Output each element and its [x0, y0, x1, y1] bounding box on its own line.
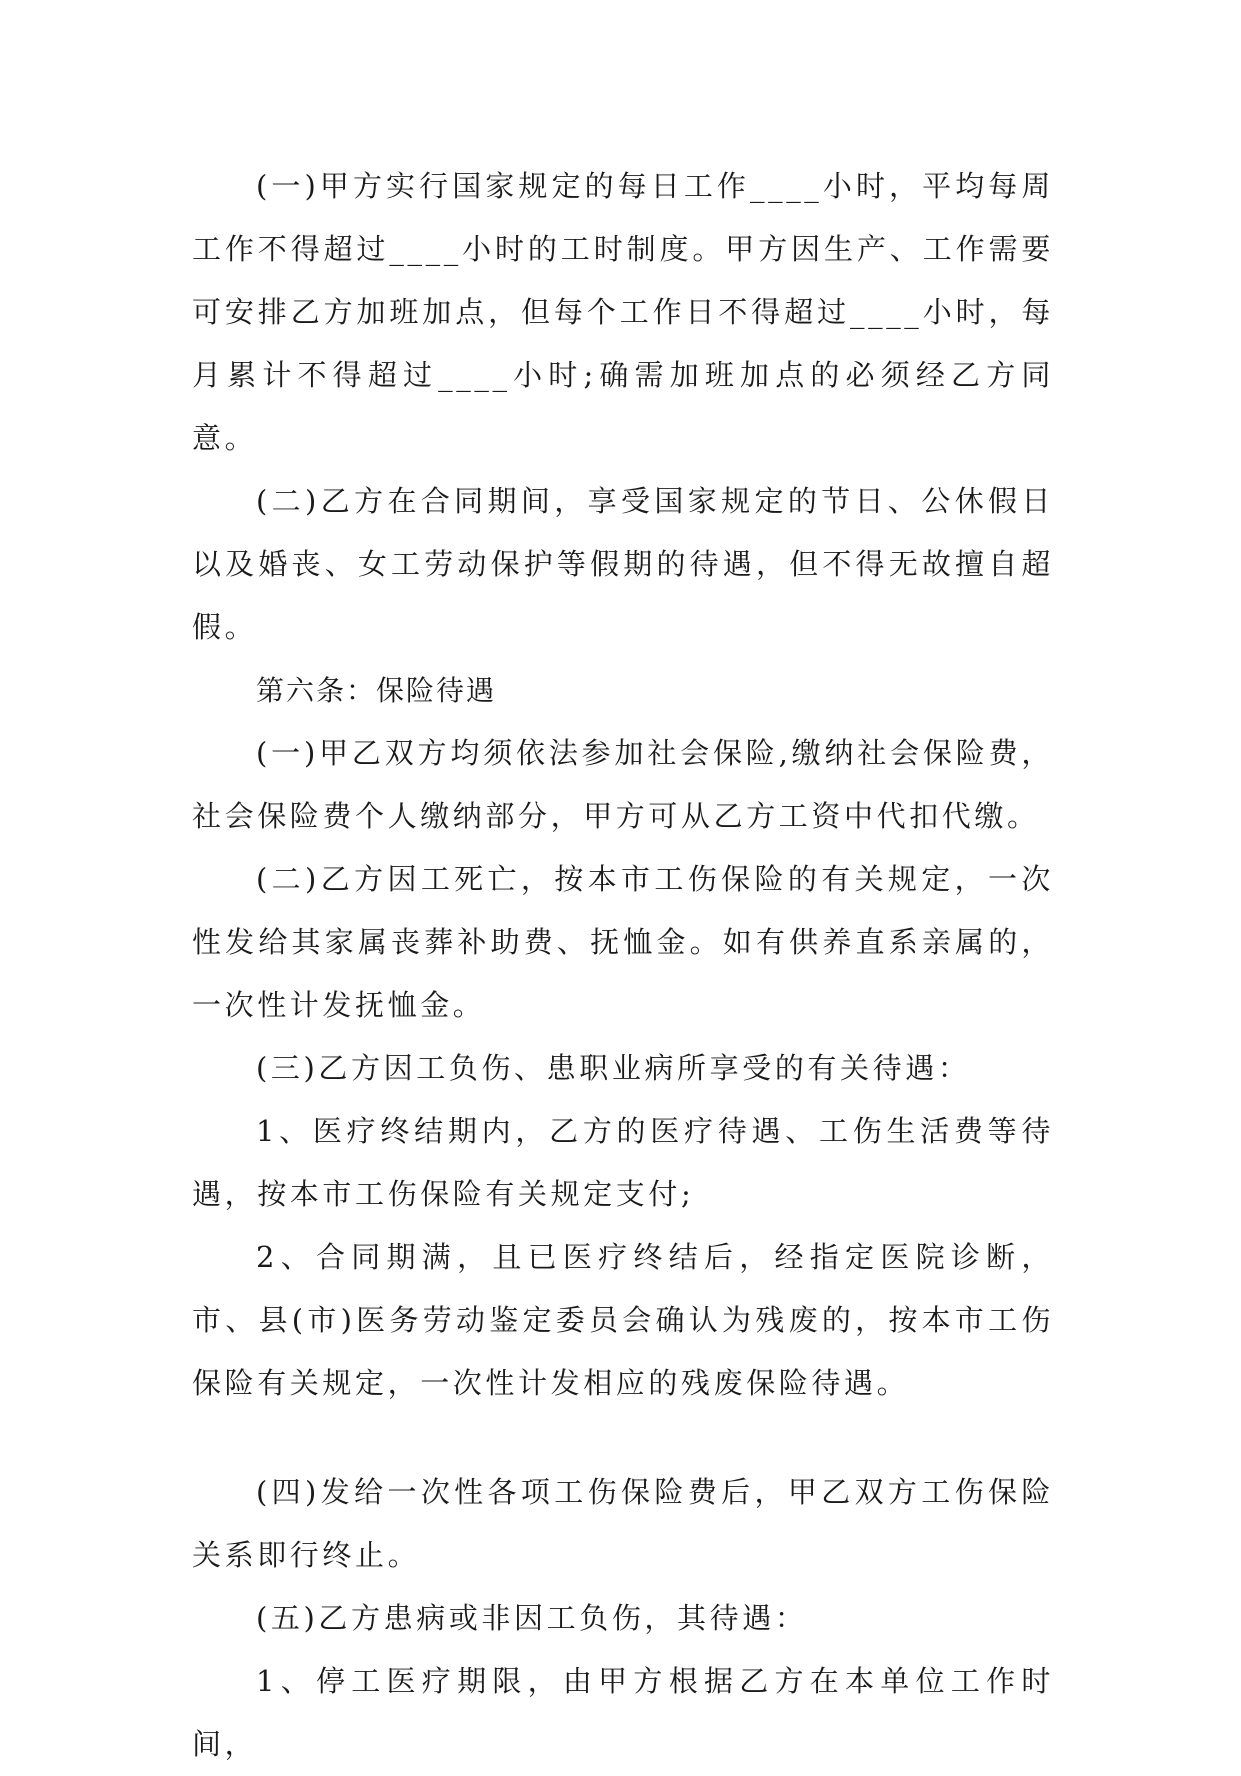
paragraph-work-death: (二)乙方因工死亡，按本市工伤保险的有关规定，一次性发给其家属丧葬补助费、抚恤金。如有供养直系亲属的，一次性计发抚恤金。 [192, 862, 1054, 1022]
paragraph-medical-leave: 1、停工医疗期限，由甲方根据乙方在本单位工作时间， [192, 1664, 1054, 1761]
paragraph-disability: 2、合同期满，且已医疗终结后，经指定医院诊断，市、县(市)医务劳动鉴定委员会确认为残废的，按本市工伤保险有关规定，一次性计发相应的残废保险待遇。 [192, 1240, 1054, 1400]
paragraph-working-hours: (一)甲方实行国家规定的每日工作____小时，平均每周工作不得超过____小时的工时制度。甲方因生产、工作需要可安排乙方加班加点，但每个工作日不得超过____小时，每月累计不得超过____小时;确需加班加点的必须经乙方同意。 [192, 169, 1054, 455]
paragraph-work-injury: (三)乙方因工负伤、患职业病所享受的有关待遇： [256, 1051, 971, 1085]
paragraph-holidays: (二)乙方在合同期间，享受国家规定的节日、公休假日以及婚丧、女工劳动保护等假期的待遇，但不得无故擅自超假。 [192, 484, 1054, 644]
paragraph-social-insurance: (一)甲乙双方均须依法参加社会保险,缴纳社会保险费，社会保险费个人缴纳部分，甲方可从乙方工资中代扣代缴。 [192, 736, 1054, 833]
section-heading-insurance: 第六条：保险待遇 [256, 674, 497, 707]
document-body [192, 155, 1054, 1776]
paragraph-medical-period: 1、医疗终结期内，乙方的医疗待遇、工伤生活费等待遇，按本市工伤保险有关规定支付; [192, 1114, 1054, 1211]
paragraph-termination: (四)发给一次性各项工伤保险费后，甲乙双方工伤保险关系即行终止。 [192, 1475, 1054, 1572]
paragraph-illness: (五)乙方患病或非因工负伤，其待遇： [256, 1601, 808, 1635]
